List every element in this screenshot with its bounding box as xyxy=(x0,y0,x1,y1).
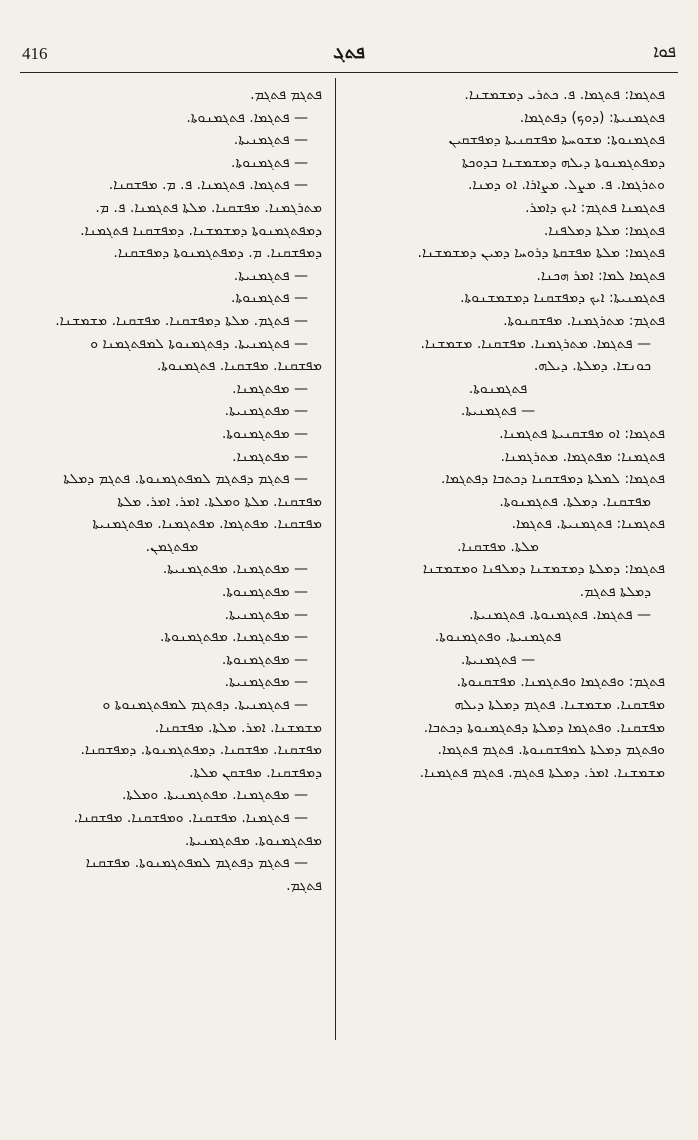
entry-line: ܡܫܡܫܢܐ. ܐܡܪ. ܡܠܬܐ. ܡܦܫܩܢܐ. xyxy=(154,719,322,736)
entry-line: — ܡܦܬܓܡܢܘܬܐ. xyxy=(221,584,308,601)
entry-line: ܡܦܫܩܢܐ. ܕܡܠܬܐ. ܦܬܓܡܢܘܬܐ. xyxy=(499,493,651,510)
entry-line: — ܡܦܬܓܡܢܐ. ܡܦܬܓܡܢܝܬܐ. xyxy=(162,561,308,578)
entry-line: ܡܦܫܩܢܐ. ܡܫܡܫܢܐ. ܦܬܓܡ ܕܡܠܬܐ ܕܝܠܗ xyxy=(454,697,665,714)
entry-line: ܘܦܬܓܡ ܕܡܠܬܐ ܠܡܦܫܩܢܘܬܐ. ܦܬܓܡ ܦܬܓܡܐ. xyxy=(437,742,665,759)
entry-line: ܡܦܫܩܢܐ. ܡܦܫܩܢܐ. ܕܡܦܬܓܡܢܘܬܐ. ܕܡܦܫܩܢܐ. xyxy=(80,742,322,759)
entry-line: — ܦܬܓܡܢܝܬܐ. xyxy=(460,651,536,668)
entry-line: ܦܬܓܡܢܝܬܐ: (ܕܘܟ) ܕܦܬܓܡܐ. xyxy=(519,109,665,126)
entry-line: ܦܬܓܡܐ: ܕܡܠܬܐ ܕܡܫܡܫܢܐ ܕܡܠܦܢܐ ܘܡܫܡܫܢܐ xyxy=(422,561,665,578)
entry-line: — ܦܬܓܡܐ. ܦܬܓܡܢܐ. ܦ. ܡ. ܡܦܫܩܢܐ. xyxy=(108,177,308,194)
entry-line: — ܦܬܓܡ ܕܦܬܓܡ ܠܡܦܬܓܡܢܘܬܐ. ܡܦܫܩܢܐ xyxy=(85,855,308,872)
column-divider xyxy=(335,78,336,1040)
entry-line: ܡܦܫܩܢܐ. ܡܠܬܐ ܘܡܠܬܐ. ܐܡܪ. ܐܡܪ. ܡܠܬܐ xyxy=(117,493,322,510)
entry-line: — ܦܬܓܡܢܝܬܐ. ܕܦܬܓܡܢܘܬܐ ܠܡܦܬܓܡܢܐ ܘ xyxy=(90,335,308,352)
header-rule xyxy=(20,72,678,73)
entry-line: ܡܦܬܓܡܢܘܬܐ. ܡܦܬܓܡܢܝܬܐ. xyxy=(184,832,322,849)
entry-line: — ܦܬܓܡܢܘܬܐ. xyxy=(231,290,308,307)
entry-line: — ܦܬܓܡܐ. ܦܬܓܡܢܘܬܐ. ܦܬܓܡܢܝܬܐ. xyxy=(469,606,651,623)
entry-line: — ܡܦܬܓܡܢܝܬܐ. xyxy=(224,674,308,691)
entry-line: — ܡܦܬܓܡܢܐ. ܡܦܬܓܡܢܘܬܐ. xyxy=(159,629,308,646)
entry-line: ܦܬܓܡܢܐ: ܡܦܬܓܡܐ. ܡܬܪܓܡܢܐ. xyxy=(500,448,665,465)
entry-line: ܦܬܓܡ ܦܬܓܡ. xyxy=(250,87,322,103)
entry-line: — ܦܬܓܡ ܕܦܬܓܡ ܠܡܦܬܓܡܢܘܬܐ. ܦܬܓܡ ܕܡܠܬܐ xyxy=(63,471,308,488)
entry-line: ܦܬܓܡܐ: ܡܠܬܐ ܡܦܫܩܬܐ ܕܪܘܚܐ ܕܡܝܢ ܕܡܫܡܫܢܐ. xyxy=(417,245,665,262)
right-column xyxy=(345,84,665,784)
entry-line: ܕܡܦܫܩܢܐ. ܡ. ܕܡܦܬܓܡܢܘܬܐ ܕܡܦܫܩܢܐ. xyxy=(113,245,322,262)
entry-line: ܦܬܓܡܐ: ܐܘ ܡܦܫܩܢܝܬܐ ܦܬܓܡܢܐ. xyxy=(499,425,665,442)
entry-line: ܡܫܡܫܢܐ. ܐܡܪ. ܕܡܠܬܐ ܦܬܓܡ. ܦܬܓܡ ܦܬܓܡܢܐ. xyxy=(419,764,665,781)
entry-line: ܡܦܫܩܢܐ. ܘܦܬܓܡܐ ܕܡܠܬܐ ܕܦܬܓܡܢܘܬܐ ܕܟܬܒܐ. xyxy=(423,719,665,736)
entry-line: — ܡܦܬܓܡܢܝܬܐ. xyxy=(224,606,308,623)
entry-line: ܡܬܪܓܡܢܐ. ܡܦܫܩܢܐ. ܡܠܬܐ ܦܬܓܡܢܐ. ܦ. ܡ. xyxy=(95,199,322,216)
entry-line: ܦܬܓܡܢܐ: ܦܬܓܡܢܝܬܐ. ܦܬܓܡܐ. xyxy=(511,516,665,533)
entry-line: ܦܬܓܡܢܝܬܐ. ܘܦܬܓܡܢܘܬܐ. xyxy=(434,629,562,646)
entry-line: ܦܬܓܡܐ: ܡܠܬܐ ܕܡܠܦܢܐ. xyxy=(543,222,665,239)
entry-line: ܦܬܓܡܐ ܠܡܐ: ܐܡܪ ܗܟܢܐ. xyxy=(536,267,665,284)
entry-line: ܦܬܓܡܐ: ܦܬܓܡܐ. ܦ. ܟܬܪܝ ܕܡܫܡܫܢܐ. xyxy=(464,87,665,103)
entry-line: — ܡܦܬܓܡܢܝܬܐ. xyxy=(224,403,308,420)
entry-line: — ܦܬܓܡܢܘܬܐ. xyxy=(231,154,308,171)
entry-line: ܡܠܬܐ. ܡܦܫܩܢܐ. xyxy=(457,538,539,555)
entry-line: ܡܦܬܓܡܢ. xyxy=(145,538,199,555)
entry-line: — ܡܦܬܓܡܢܘܬܐ. xyxy=(221,425,308,442)
entry-line: ܦܬܓܡܢܐ ܦܬܓܡ: ܐܝܟ ܕܐܡܪ. xyxy=(525,199,665,216)
entry-line: — ܦܬܓܡ. ܡܠܬܐ ܕܡܦܫܩܢܐ. ܡܦܫܩܢܐ. ܡܫܡܫܢܐ. xyxy=(55,312,308,329)
section-mark: ܦܘܐ xyxy=(653,42,676,62)
running-head: ܦܬܓ xyxy=(333,42,365,63)
entry-line: — ܦܬܓܡܢܝܬܐ. xyxy=(460,403,536,420)
entry-line: ܕܡܦܫܩܢܐ. ܡܦܫܩܢ ܡܠܬܐ. xyxy=(189,764,322,781)
entry-line: — ܦܬܓܡܐ. ܡܬܪܓܡܢܐ. ܡܦܫܩܢܐ. ܡܫܡܫܢܐ. xyxy=(420,335,651,352)
entry-line: — ܡܦܬܓܡܢܐ. xyxy=(232,448,308,465)
entry-line: ܡܦܫܩܢܐ. ܡܦܬܓܡܐ. ܡܦܬܓܡܢܐ. ܡܦܬܓܡܢܝܬܐ xyxy=(92,516,322,533)
page-number: 416 xyxy=(22,44,48,63)
entry-line: ܦܬܓܡ: ܡܬܪܓܡܢܐ. ܡܦܫܩܢܘܬܐ. xyxy=(503,312,665,329)
entry-line: — ܦܬܓܡܢܝܬܐ. xyxy=(233,132,308,149)
entry-line: ܕܡܦܬܓܡܢܘܬܐ ܕܝܠܗ ܕܡܫܡܫܢܐ ܒܕܘܟܬܐ xyxy=(461,154,665,171)
entry-line: — ܦܬܓܡܢܝܬܐ. xyxy=(233,267,308,284)
left-column xyxy=(22,84,322,897)
entry-line: ܦܬܓܡܢܘܬܐ: ܡܫܘܚܬܐ ܡܦܫܩܢܝܬܐ ܕܡܦܫܩܝܢ xyxy=(448,132,665,149)
entry-line: ܦܬܓܡܐ: ܠܡܠܬܐ ܕܡܦܫܩܢܐ ܕܟܬܒܐ ܕܦܬܓܡܐ. xyxy=(440,471,665,488)
entry-line: ܦܬܓܡܢܘܬܐ. xyxy=(468,380,528,397)
entry-line: ܦܬܓܡ: ܘܦܬܓܡܐ ܘܦܬܓܡܢܐ. ܡܦܫܩܢܘܬܐ. xyxy=(456,674,665,691)
entry-line: ܦܬܓܡܢܝܬܐ: ܐܝܟ ܕܡܦܫܩܢܐ ܕܡܫܡܫܢܘܬܐ. xyxy=(460,290,665,307)
entry-line: ܘܬܪܓܡܐ. ܦ. ܡܨܠ. ܡܨܐܪܐ. ܐܘ ܕܡܢܐ. xyxy=(467,177,665,194)
entry-line: ܡܦܫܩܢܐ. ܡܦܫܩܢܐ. ܦܬܓܡܢܘܬܐ. xyxy=(156,358,322,375)
entry-line: ܟܘܢܫܐ. ܕܡܠܬܐ. ܕܝܠܗ. xyxy=(533,358,651,375)
entry-line: — ܦܬܓܡܐ. ܦܬܓܡܢܘܬܐ. xyxy=(186,109,308,126)
entry-line: — ܡܦܬܓܡܢܘܬܐ. xyxy=(221,651,308,668)
entry-line: ܕܡܦܬܓܡܢܘܬܐ ܕܡܫܡܫܢܐ. ܕܡܦܫܩܢܐ ܦܬܓܡܢܐ. xyxy=(80,222,322,239)
entry-line: — ܡܦܬܓܡܢܐ. ܡܦܬܓܡܢܝܬܐ. ܘܡܠܬܐ. xyxy=(121,787,308,804)
entry-line: ܦܬܓܡ. xyxy=(286,877,322,894)
entry-line: ܕܡܠܬܐ ܦܬܓܡ. xyxy=(579,584,651,601)
entry-line: — ܦܬܓܡܢܐ. ܡܦܫܩܢܐ. ܘܡܦܫܩܢܐ. ܡܦܫܩܢܐ. xyxy=(73,810,308,826)
entry-line: — ܦܬܓܡܢܝܬܐ. ܕܦܬܓܡ ܠܡܦܬܓܡܢܘܬܐ ܘ xyxy=(102,697,308,714)
entry-line: — ܡܦܬܓܡܢܐ. xyxy=(232,380,308,397)
